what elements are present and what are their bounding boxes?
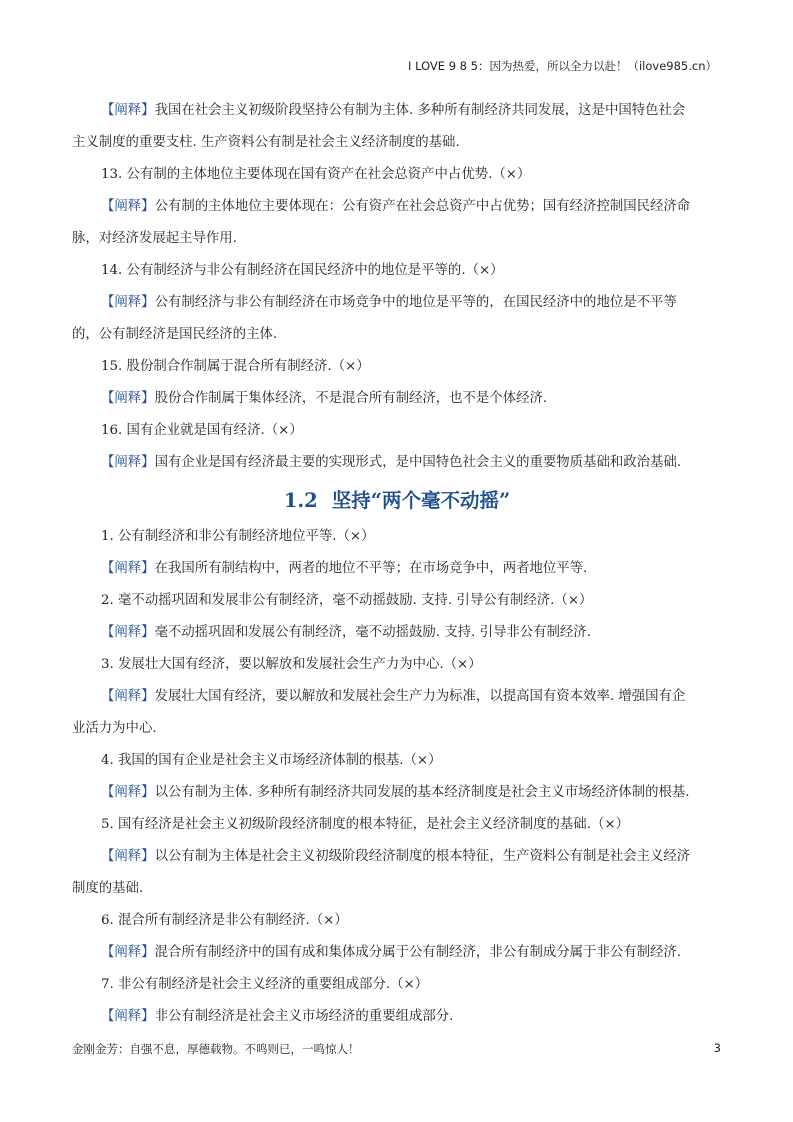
explanation-block-b — [72, 521, 722, 1033]
explanation-tag: 【阐释】 — [101, 391, 155, 406]
question-line: 3. 发展壮大国有经济，要以解放和发展社会生产力为中心.（×） — [101, 657, 482, 672]
footer-motto: 金刚金芳：自强不息，厚德载物。不鸣则已，一鸣惊人！ — [72, 1042, 360, 1056]
section-title-text: 坚持“两个毫不动摇” — [331, 489, 511, 512]
question-line: 2. 毫不动摇巩固和发展非公有制经济，毫不动摇鼓励. 支持. 引导公有制经济.（×） — [101, 593, 593, 608]
explanation-text: 我国在社会主义初级阶段坚持公有制为主体. 多种所有制经济共同发展，这是中国特色社会 — [154, 103, 686, 118]
explanation-tag: 【阐释】 — [101, 689, 155, 704]
question-line: 7. 非公有制经济是社会主义经济的重要组成部分.（×） — [101, 977, 429, 992]
question-line: 1. 公有制经济和非公有制经济地位平等.（×） — [101, 529, 375, 544]
question-line: 6. 混合所有制经济是非公有制经济.（×） — [101, 913, 348, 928]
explanation-line — [72, 1001, 722, 1033]
explanation-tag: 【阐释】 — [101, 1009, 155, 1024]
explanation-text: 在我国所有制结构中，两者的地位不平等；在市场竞争中，两者地位平等. — [154, 561, 588, 576]
explanation-text: 公有制经济与非公有制经济在市场竞争中的地位是平等的，在国民经济中的地位是不平等 — [154, 295, 677, 310]
explanation-text: 毫不动摇巩固和发展公有制经济，毫不动摇鼓励. 支持. 引导非公有制经济. — [154, 625, 591, 640]
explanation-tag: 【阐释】 — [101, 199, 155, 214]
explanation-text: 股份合作制属于集体经济，不是混合所有制经济，也不是个体经济. — [154, 391, 548, 406]
question-line: 14. 公有制经济与非公有制经济在国民经济中的地位是平等的.（×） — [101, 263, 504, 278]
explanation-line — [72, 447, 722, 479]
continuation-line: 制度的基础. — [72, 881, 144, 896]
explanation-text: 以公有制为主体是社会主义初级阶段经济制度的根本特征，生产资料公有制是社会主义经济 — [154, 849, 691, 864]
page-content — [72, 95, 722, 1033]
explanation-tag: 【阐释】 — [101, 785, 155, 800]
explanation-text: 混合所有制经济中的国有成和集体成分属于公有制经济，非公有制成分属于非公有制经济. — [154, 945, 682, 960]
explanation-text: 公有制的主体地位主要体现在：公有资产在社会总资产中占优势；国有经济控制国民经济命 — [154, 199, 691, 214]
explanation-line — [72, 681, 722, 713]
explanation-line — [72, 937, 722, 969]
section-number: 1.2 — [283, 489, 318, 512]
explanation-text: 以公有制为主体. 多种所有制经济共同发展的基本经济制度是社会主义市场经济体制的根基. — [154, 785, 690, 800]
question-line: 13. 公有制的主体地位主要体现在国有资产在社会总资产中占优势.（×） — [101, 167, 531, 182]
explanation-tag: 【阐释】 — [101, 945, 155, 960]
explanation-tag: 【阐释】 — [101, 295, 155, 310]
continuation-line: 主义制度的重要支柱. 生产资料公有制是社会主义经济制度的基础. — [72, 135, 460, 150]
explanation-tag: 【阐释】 — [101, 625, 155, 640]
explanation-tag: 【阐释】 — [101, 455, 155, 470]
question-line: 16. 国有企业就是国有经济.（×） — [101, 423, 303, 438]
explanation-tag: 【阐释】 — [101, 849, 155, 864]
explanation-text: 非公有制经济是社会主义市场经济的重要组成部分. — [154, 1009, 454, 1024]
page-header: I LOVE 9 8 5：因为热爱，所以全力以赴！（ilove985.cn） — [408, 59, 717, 73]
explanation-tag: 【阐释】 — [101, 103, 155, 118]
page-number: 3 — [713, 1041, 721, 1055]
question-line: 5. 国有经济是社会主义初级阶段经济制度的根本特征，是社会主义经济制度的基础.（×） — [101, 817, 629, 832]
explanation-text: 发展壮大国有经济，要以解放和发展社会生产力为标准，以提高国有资本效率. 增强国有企 — [154, 689, 686, 704]
explanation-line — [72, 617, 722, 649]
question-line: 15. 股份制合作制属于混合所有制经济.（×） — [101, 359, 370, 374]
explanation-line — [72, 553, 722, 585]
section-title — [72, 481, 722, 521]
explanation-line — [72, 383, 722, 415]
explanation-block-a — [72, 95, 722, 479]
explanation-line — [72, 287, 722, 319]
explanation-line — [72, 777, 722, 809]
explanation-line — [72, 191, 722, 223]
explanation-text: 国有企业是国有经济最主要的实现形式，是中国特色社会主义的重要物质基础和政治基础. — [154, 455, 682, 470]
question-line: 4. 我国的国有企业是社会主义市场经济体制的根基.（×） — [101, 753, 442, 768]
continuation-line: 的，公有制经济是国民经济的主体. — [72, 327, 278, 342]
explanation-tag: 【阐释】 — [101, 561, 155, 576]
explanation-line — [72, 841, 722, 873]
explanation-line — [72, 95, 722, 127]
continuation-line: 脉，对经济发展起主导作用. — [72, 231, 237, 246]
continuation-line: 业活力为中心. — [72, 721, 157, 736]
